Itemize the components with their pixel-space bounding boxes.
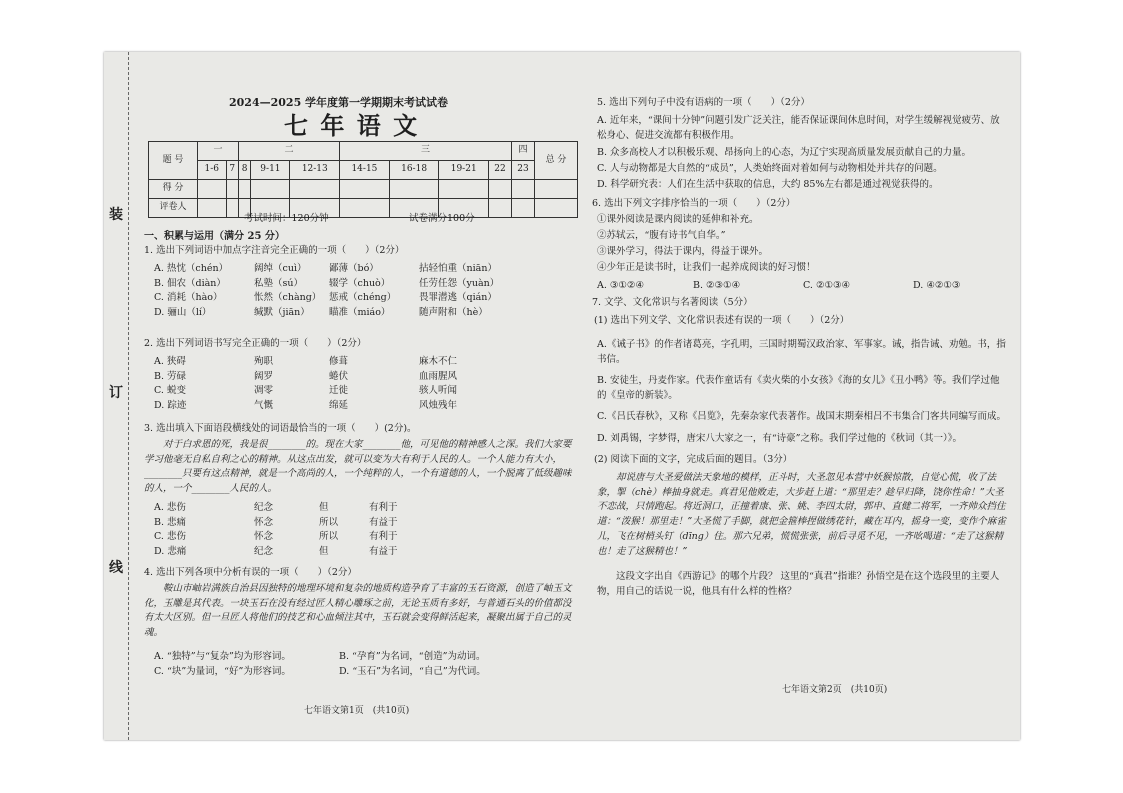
binding-char-xian: 线 xyxy=(109,560,123,576)
option-row: A. 狭碍 殉职 修葺 麻木不仁 xyxy=(154,356,458,367)
binding-char-ding: 订 xyxy=(109,385,123,401)
question-7-passage: 却说唐与大圣爱做法天象地的模样，正斗时，大圣忽见本营中妖猴惊散，自觉心慌，收了法象，掣（chè）棒抽身就走。真君见他败走，大步赶上道：“那里走？趁早归降，饶你性命！”大圣不恋战，只情跑起。将近洞口，正撞着康、张、姚、李四太尉，郭申、直健二将军，一齐帅众挡住道：“泼猴！那里走！”大圣慌了手脚，就把金箍棒捏做绣花针，藏在耳内，摇身一变，变作个麻雀儿，飞在树梢头钉（dīng）住。那六兄弟，慌慌张张，前后寻觅不见，一齐吆喝道：“走了这猴精也！走了这猴精也！” xyxy=(597,472,1006,557)
score-table-col: 8 xyxy=(238,161,250,180)
exam-time: 考试时间：120分钟 xyxy=(244,213,329,224)
score-table-group-2: 二 xyxy=(238,142,339,161)
option-row: D. 悲痛 纪念 但 有益于 xyxy=(154,546,398,558)
question-4-passage: 鞍山市岫岩满族自治县因独特的地理环境和复杂的地质构造孕育了丰富的玉石资源，创造了岫玉文化，玉雕是其代表。一块玉石在没有经过匠人精心雕琢之前，无论玉质有多好，与普通石头的价值都没有太大区别。但一旦匠人将他们的技艺和心血倾注其中，玉石就会变得鲜活起来，凝聚出属于自己的灵魂。 xyxy=(144,583,572,639)
exam-title: 七 年 语 文 xyxy=(284,111,420,140)
question-4-options xyxy=(154,650,574,679)
score-cell[interactable] xyxy=(198,180,227,199)
score-table-col: 16-18 xyxy=(389,161,439,180)
score-table-col: 19-21 xyxy=(439,161,489,180)
score-cell[interactable] xyxy=(535,180,578,199)
score-table-group-4: 四 xyxy=(511,142,534,161)
option-row: A. 悲伤 纪念 但 有利于 xyxy=(154,502,398,513)
grader-cell[interactable] xyxy=(535,199,578,218)
option-row: A. “独特”与“复杂”均为形容词。 B. “孕育”为名词，“创造”为动词。 xyxy=(154,651,486,662)
question-7-option-a: A.《诫子书》的作者诸葛亮，字孔明，三国时期蜀汉政治家、军事家。诫，指告诫、劝勉。书，指书信。 xyxy=(597,339,1006,365)
question-3-stem: 3. 选出填入下面语段横线处的词语最恰当的一项（ ）(2分)。 xyxy=(144,423,417,434)
question-5-option-d: D. 科学研究表：人们在生活中获取的信息，大约 85%左右都是通过视觉获得的。 xyxy=(597,179,939,190)
score-cell[interactable] xyxy=(389,180,439,199)
binding-char-zhuang: 装 xyxy=(109,207,123,223)
question-5-option-c: C. 人与动物都是大自然的“成员”，人类始终面对着如何与动物相处并共存的问题。 xyxy=(597,163,943,174)
question-4-stem: 4. 选出下列各项中分析有误的一项（ ）（2分） xyxy=(144,567,357,578)
question-7-option-c: C.《吕氏春秋》，又称《吕览》，先秦杂家代表著作。战国末期秦相吕不韦集合门客共同编写而成。 xyxy=(597,411,1006,422)
score-cell[interactable] xyxy=(226,180,238,199)
question-6-item: ③课外学习，得法于课内，得益于课外。 xyxy=(597,246,769,257)
score-cell[interactable] xyxy=(251,180,290,199)
option-row: C. 蜕变 凋零 迁徙 骇人听闻 xyxy=(154,385,458,397)
grader-cell[interactable] xyxy=(226,199,238,218)
question-6-item: ①课外阅读是课内阅读的延伸和补充。 xyxy=(597,214,759,225)
page-1 xyxy=(134,52,582,740)
question-7-sub1: (1) 选出下列文学、文化常识表述有误的一项（ ）（2分） xyxy=(594,315,850,326)
question-6-options: A. ③①②④ B. ②③①④ C. ②①③④ D. ④②①③ xyxy=(597,280,961,291)
score-cell[interactable] xyxy=(238,180,250,199)
score-table-col: 7 xyxy=(226,161,238,180)
score-table-label-grader: 评卷人 xyxy=(149,199,198,218)
question-2-stem: 2. 选出下列词语书写完全正确的一项（ ）（2分） xyxy=(144,338,367,349)
option-row: B. 悲痛 怀念 所以 有益于 xyxy=(154,516,398,528)
question-6-item: ④少年正是读书时，让我们一起养成阅读的好习惯！ xyxy=(597,262,816,273)
exam-full-score: 试卷满分100分 xyxy=(409,213,475,224)
score-cell[interactable] xyxy=(489,180,512,199)
score-table-group-3: 三 xyxy=(340,142,512,161)
score-table-col: 12-13 xyxy=(290,161,340,180)
score-table-col: 22 xyxy=(489,161,512,180)
option-row: D. 踪迹 气慨 绵延 风烛残年 xyxy=(154,400,458,412)
section-heading: 一、积累与运用（满分 25 分） xyxy=(144,231,285,242)
score-cell[interactable] xyxy=(290,180,340,199)
question-7-sub2: (2) 阅读下面的文字，完成后面的题目。（3分） xyxy=(594,454,793,465)
score-table-col: 1-6 xyxy=(198,161,227,180)
question-3-passage: 对于白求恩的死，我是很________的。现在大家________他，可见他的精神感人之深。我们大家要学习他毫无自私自利之心的精神。从这点出发，就可以变为大有利于人民的人。一个人能力有大小，________只要有这点精神，就是一个高尚的人，一个纯粹的人，一个有道德的人，一个脱离了低级趣味的人，一个________人民的人。 xyxy=(144,439,572,495)
question-7-prompt: 这段文字出自《西游记》的哪个片段？ 这里的“真君”指谁？孙悟空是在这个选段里的主要人物，用自己的话说一说，他具有什么样的性格？ xyxy=(597,571,1000,597)
score-cell[interactable] xyxy=(439,180,489,199)
page-2 xyxy=(592,52,1012,740)
binding-margin xyxy=(104,52,129,740)
score-table xyxy=(148,141,578,218)
question-1-options xyxy=(154,262,574,321)
score-table-group-1: 一 xyxy=(198,142,239,161)
score-table-label-number: 题 号 xyxy=(149,142,198,180)
score-table-col: 23 xyxy=(511,161,534,180)
question-6-stem: 6. 选出下列文字排序恰当的一项（ ）（2分） xyxy=(592,198,796,209)
option-row: C. 消耗（hào） 怅然（chàng） 惩戒（chéng） 畏罪潜逃（qián） xyxy=(154,292,497,304)
option-row: C. “块”为量词，“好”为形容词。 D. “玉石”为名词，“自己”为代词。 xyxy=(154,665,486,677)
page-1-footer: 七年语文第1页 (共10页) xyxy=(304,706,410,716)
score-cell[interactable] xyxy=(340,180,390,199)
question-6-item: ②苏轼云，“腹有诗书气自华。” xyxy=(597,230,726,241)
score-table-col: 14-15 xyxy=(340,161,390,180)
grader-cell[interactable] xyxy=(489,199,512,218)
grader-cell[interactable] xyxy=(198,199,227,218)
option-row: B. 劳碌 阔罗 蜷伏 血雨腥风 xyxy=(154,370,458,382)
question-7-stem: 7. 文学、文化常识与名著阅读（5分） xyxy=(592,297,753,308)
option-row: D. 骊山（lí） 缄默（jiān） 瞄准（miáo） 随声附和（hè） xyxy=(154,307,488,319)
option-row: C. 悲伤 怀念 所以 有利于 xyxy=(154,531,398,543)
question-3-options xyxy=(154,501,574,560)
question-7-option-b: B. 安徒生，丹麦作家。代表作童话有《卖火柴的小女孩》《海的女儿》《丑小鸭》等。我们学过他的《皇帝的新装》。 xyxy=(597,375,1000,401)
grader-cell[interactable] xyxy=(340,199,390,218)
score-table-label-score: 得 分 xyxy=(149,180,198,199)
grader-cell[interactable] xyxy=(511,199,534,218)
question-5-option-b: B. 众多高校人才以积极乐观、昂扬向上的心态，为辽宁实现高质量发展贡献自己的力量。 xyxy=(597,147,972,158)
question-2-options xyxy=(154,355,574,414)
question-5-option-a: A. 近年来，“课间十分钟”问题引发广泛关注，能否保证课间休息时间，对学生缓解视觉疲劳、放松身心、促进交流都有积极作用。 xyxy=(597,115,1000,141)
exam-header: 2024—2025 学年度第一学期期末考试试卷 xyxy=(229,96,449,109)
option-row: B. 佃农（diàn） 私塾（sú） 辍学（chuò） 任劳任怨（yuàn） xyxy=(154,277,500,289)
question-7-option-d: D. 刘禹锡，字梦得，唐宋八大家之一，有“诗豪”之称。我们学过他的《秋词（其一）》。 xyxy=(597,433,963,444)
question-5-stem: 5. 选出下列句子中没有语病的一项（ ）（2分） xyxy=(597,97,810,108)
page-2-footer: 七年语文第2页 (共10页) xyxy=(782,685,888,695)
exam-sheet xyxy=(104,52,1020,740)
score-table-total: 总 分 xyxy=(535,142,578,180)
option-row: A. 热忱（chén） 阔绰（cuì） 鄙薄（bó） 拈轻怕重（niān） xyxy=(154,263,497,274)
question-1-stem: 1. 选出下列词语中加点字注音完全正确的一项（ ）（2分） xyxy=(144,245,405,256)
score-cell[interactable] xyxy=(511,180,534,199)
score-table-col: 9-11 xyxy=(251,161,290,180)
